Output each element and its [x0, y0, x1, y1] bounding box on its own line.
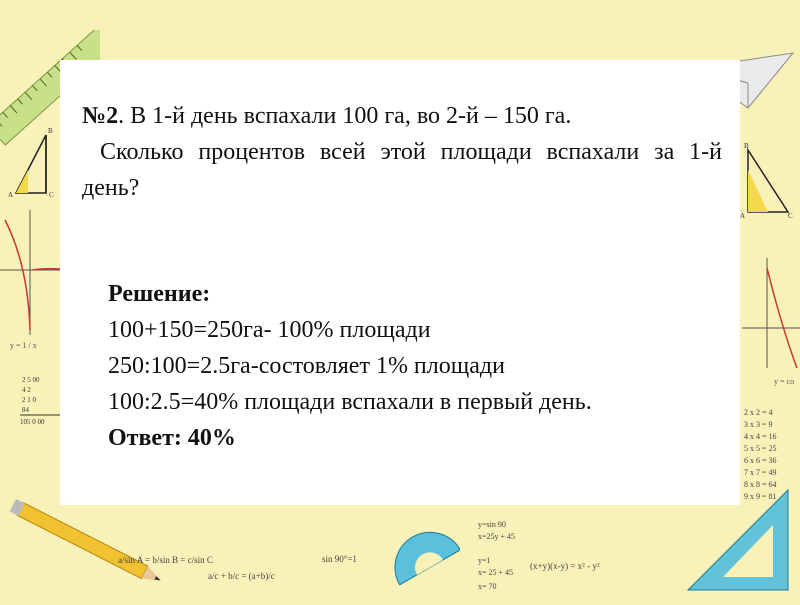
svg-text:3 x 3 = 9: 3 x 3 = 9 — [744, 420, 773, 429]
task-text-line-1: . В 1-й день вспахали 100 га, во 2-й – 150 га. — [118, 103, 572, 129]
svg-text:2 1 0: 2 1 0 — [22, 396, 36, 404]
svg-text:2 x 2 = 4: 2 x 2 = 4 — [744, 408, 773, 417]
svg-text:(x+y)(x-y) = x² - y²: (x+y)(x-y) = x² - y² — [530, 561, 600, 571]
svg-text:6 x 6 = 36: 6 x 6 = 36 — [744, 456, 777, 465]
solution-step-3: 100:2.5=40% площади вспахали в первый день. — [108, 389, 592, 415]
left-graph-label: y = 1 / x — [10, 341, 37, 350]
svg-text:y=sin 90: y=sin 90 — [478, 520, 506, 529]
task-text-line-2: Сколько процентов всей этой площади вспахали за 1-й день? — [82, 139, 722, 201]
svg-text:9 x 9 = 81: 9 x 9 = 81 — [744, 492, 777, 501]
left-graph-icon — [0, 210, 60, 350]
triangle-right-icon — [740, 140, 800, 220]
svg-text:C: C — [49, 191, 54, 199]
multiplication-table — [742, 405, 800, 505]
solution-answer: Ответ: 40% — [108, 425, 236, 451]
right-graph-label: y = co — [774, 377, 795, 386]
svg-text:C: C — [788, 212, 793, 220]
svg-text:84: 84 — [22, 406, 29, 414]
protractor-icon — [380, 510, 460, 590]
svg-text:x=25y + 45: x=25y + 45 — [478, 532, 516, 541]
svg-text:a/c + b/c = (a+b)/c: a/c + b/c = (a+b)/c — [208, 571, 275, 581]
svg-text:sin 90°=1: sin 90°=1 — [322, 554, 357, 564]
svg-text:A: A — [740, 212, 746, 220]
svg-text:A: A — [8, 191, 14, 199]
svg-text:4 2: 4 2 — [22, 386, 31, 394]
svg-text:B: B — [48, 127, 53, 135]
formula-product — [530, 555, 640, 585]
solution-step-1: 100+150=250га- 100% площади — [108, 317, 431, 343]
task-statement — [82, 98, 722, 206]
svg-text:B: B — [744, 142, 749, 150]
right-graph-icon — [742, 258, 800, 388]
solution-heading: Решение: — [108, 281, 211, 307]
svg-text:4 x 4 = 16: 4 x 4 = 16 — [744, 432, 777, 441]
svg-text:x= 25 + 45: x= 25 + 45 — [478, 568, 514, 577]
solution-step-2: 250:100=2.5га-состовляет 1% площади — [108, 353, 505, 379]
svg-text:a/sin A = b/sin B = c/sin C: a/sin A = b/sin B = c/sin C — [118, 555, 213, 565]
svg-text:105 0 00: 105 0 00 — [20, 418, 45, 426]
svg-text:x= 70: x= 70 — [478, 582, 497, 591]
svg-text:7 x 7 = 49: 7 x 7 = 49 — [744, 468, 777, 477]
svg-text:y=1: y=1 — [478, 556, 491, 565]
solution-block — [108, 276, 698, 456]
svg-text:5 x 5 = 25: 5 x 5 = 25 — [744, 444, 777, 453]
svg-text:8 x 8 = 64: 8 x 8 = 64 — [744, 480, 777, 489]
svg-text:2 5 00: 2 5 00 — [22, 376, 40, 384]
triangle-left-icon — [6, 125, 66, 205]
task-line-1 — [82, 98, 722, 134]
task-number: №2 — [82, 103, 119, 129]
formula-fraction-sum — [208, 565, 288, 595]
